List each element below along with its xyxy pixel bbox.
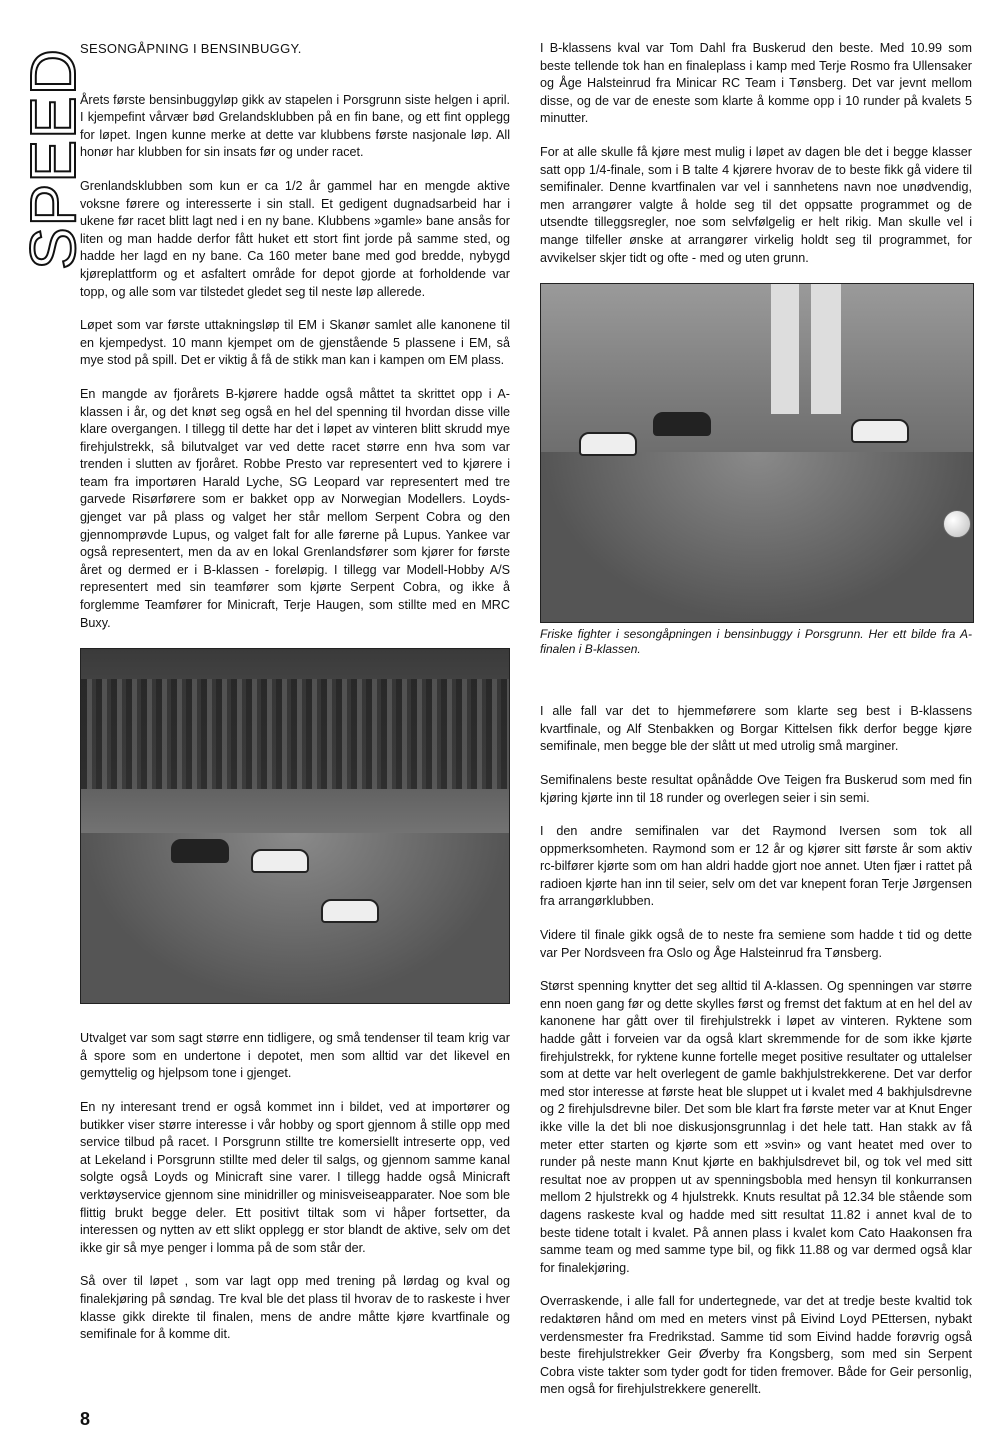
marshal-legs xyxy=(771,284,841,414)
paragraph: Overraskende, i alle fall for undertegnede, var det at tredje beste kvaltid tok redaktøren hånd om med en meters vinst på Eivind Loyd PEttersen, nybakt verdensmester fra Fredrikstad. Samme tid som Eivind hadde forøvrig også beste firehjulstrekker Geir Øverby fra Kongsberg, som med sin Serpent Cobra viste takter som tyder godt for tiden fremover. Både for Geir personlig, men også for firehjulstrekkere generellt. xyxy=(540,1294,972,1397)
left-column xyxy=(80,40,510,1360)
rc-car xyxy=(321,899,379,923)
paragraph: En ny interesant trend er også kommet inn i bildet, ved at importører og butikker viser større interesse i vår hobby og sport gjennom å stille opp med service tilbud på racet. I Porsgrunn stillte tre komersiellt intreserte opp, ved at Lekeland i Porsgrunn stillte med deler til salgs, og gjennom samme kanal solgte også Loyds og Minicraft sine varer. I tillegg hadde også Minicraft verktøyservice gjennom sine minidriller og minisveiseapparater. Noe som ble flittig brukt begge deler. Ett positivt tiltak som vi håper fortsetter, da interessen og nytten av ett slikt opplegg er stor blandt de aktive, selv om det ikke gir så mye penger i lomma på de som står der. xyxy=(80,1100,510,1255)
paragraph: Utvalget var som sagt større enn tidligere, og små tendenser til team krig var å spore som en undertone i depotet, men som alltid var det likevel en gemyttelig og hjelpsom tone i gjenget. xyxy=(80,1031,510,1081)
paragraph: I alle fall var det to hjemmeførere som klarte seg best i B-klassens kvartfinale, og Alf Stenbakken og Borgar Kittelsen fikk derfor begge kjøre semifinale, men begge ble der slått ut med utrolig små marginer. xyxy=(540,704,972,754)
rc-car xyxy=(251,849,309,873)
right-column xyxy=(540,40,972,1415)
spectators xyxy=(81,679,509,789)
rc-car xyxy=(171,839,229,863)
page-number: 8 xyxy=(80,1409,91,1429)
paragraph: En mangde av fjorårets B-kjørere hadde også måttet ta skrittet opp i A-klassen i år, og det knøt seg også en hel del spenning til hvordan disse ville klare overgangen. I tillegg til dette har det i løpet av vinteren blitt skrudd mye firehjulstrekk, så bilutvalget var ved dette racet større enn hva som var trenden i slutten av fjoråret. Robbe Presto var representert ved to kjørere i team fra importøren Harald Lyche, SG Leopard var representert med tre garvede Risørførere som er bakket opp av Norwegian Modellers. Loyds-gjenget var på plass og valget her står mellom Serpent Cobra og den gjennomprøvde Lupus, og valget falt for alle førerne på Lupus. Yankee var også representert, men da av en lokal Grenlandsfører som kjører for første året og dermed er i B-klassen - foreløpig. I tillegg var Modell-Hobby A/S representert med sin teamfører som kjørte Serpent Cobra, og ikke å forglemme Teamfører for Minicraft, Terje Haugen, som stillte med en MRC Buxy. xyxy=(80,386,510,630)
race-photo-right xyxy=(540,283,974,623)
photo-caption: Friske fighter i sesongåpningen i bensinbuggy i Porsgrunn. Her ett bilde fra A-finalen i B-klassen. xyxy=(540,627,972,657)
ball xyxy=(943,510,971,538)
rc-car xyxy=(653,412,711,436)
article-heading: SESONGÅPNING I BENSINBUGGY. xyxy=(80,41,302,56)
side-title: SPEED xyxy=(17,48,89,270)
paragraph: Størst spenning knytter det seg alltid til A-klassen. Og spenningen var større enn noen gang før og dette skylles først og fremst det faktum at en hel del av kanonene har gått over til firehjulstrekk i løpet av vinteren. Ryktene som hadde gått i forveien var da også klart skremmende for de som ikke kjørte firehjulstrekk, for ryktene kunne fortelle meget positive resultater og uttalelser som at dette var helt overlegent de gamle bakhjulstrekkerene. Det var derfor med stor interesse at første heat ble sluppet ut i kvalet med 4 bakhjulsdrevne og 2 firehjulsdrevne biler. Det som ble klart fra første meter var at Knut Enger ikke ville la det bli noe diskusjonsgrunnlag i det hele tatt. Han stakk av få meter etter starten og kjørte som ett »svin» og vant heatet med over to runder på neste mann Knut kjørte en bakhjulsdrevet bil, og tok vel med sitt resultat noe av proppen ut av spenningsbobla med hensyn til konkurransen mellom 2 hjulstrekk og 4 hjulstrekk. Knuts resultat på 12.34 ble stående som dagens raskeste kval og hadde med sitt resultat 11.82 i annet kval de to beste tidene totalt i kvalet. På annen plass i kvalet kom Cato Haakonsen fra samme team og med samme type bil, og fikk 11.88 og var dermed også klar for finalekjøring. xyxy=(540,979,972,1275)
race-photo-left xyxy=(80,648,510,1004)
paragraph: Årets første bensinbuggyløp gikk av stapelen i Porsgrunn siste helgen i april. I kjempefint vårvær bød Grelandsklubben på en fin bane, og ett fint opplegg for løpet. Ingen kunne merke at dette var klubbens første nasjonale løp. All honør har klubben for sin insats før og under racet. xyxy=(80,92,510,160)
paragraph: Videre til finale gikk også de to neste fra semiene som hadde t tid og dette var Per Nordsveen fra Oslo og Åge Halsteinrud fra Tønsberg. xyxy=(540,928,972,960)
paragraph: I B-klassens kval var Tom Dahl fra Buskerud den beste. Med 10.99 som beste tellende tok han en finaleplass i kamp med Terje Rosmo fra Ullensaker og Åge Halsteinrud fra Minicar RC Team i Tønsberg. Det var jevnt mellom disse, og de var de eneste som klarte å komme opp i 10 runder på kvalets 5 minutter. xyxy=(540,41,972,126)
paragraph: For at alle skulle få kjøre mest mulig i løpet av dagen ble det i begge klasser satt opp 1/4-finale, som i B talte 4 kjørere hvorav de to beste fikk gå videre til semifinaler. Denne kvartfinalen var vel i sannhetens navn noe unødvendig, men arrangører valgte å holde seg til det oppsatte programmet og de utsendte tilleggsregler, noe som selvfølgelig er helt rikig. Man skulle vel i mange tilfeller ønske at arrangører virkelig holdt seg til programmet, for avvikelser skjer tidt og ofte - med og uten grunn. xyxy=(540,144,972,265)
rc-car xyxy=(579,432,637,456)
track xyxy=(541,452,973,622)
paragraph: Semifinalens beste resultat opånådde Ove Teigen fra Buskerud som med fin kjøring kjørte inn til 18 runder og overlegen seier i sin semi. xyxy=(540,772,972,805)
paragraph: Løpet som var første uttakningsløp til EM i Skanør samlet alle kanonene til en kjempedyst. 10 mann kjempet om de gjenstående 5 plassene i EM, så mye stod på spill. Det er viktig å få de stikk man kan i kampen om EM plass. xyxy=(80,318,510,368)
paragraph: Så over til løpet , som var lagt opp med trening på lørdag og kval og finalekjøring på søndag. Tre kval ble det plass til hvorav de to raskeste i hver klasse gikk direkte til finalen, mens de andre måtte kjøre kvartfinale og semifinale for å komme dit. xyxy=(80,1274,510,1342)
paragraph: Grenlandsklubben som kun er ca 1/2 år gammel har en mengde aktive voksne førere og interesserte i sin stall. Et gedigent dugnadsarbeid har i ukene før racet blitt lagt ned i en ny bane. Klubbens »gamle» bane ansås for liten og man hadde derfor fått huket ett stort fint jorde på samme sted, og hadde her lagd en ny bane. Ca 160 meter bane med god bredde, nybygd kjøreplattform og et asfaltert område for depot gjorde at forholdende var topp, og alle som var tilstedet gledet seg til neste løp allerede. xyxy=(80,178,510,299)
paragraph: I den andre semifinalen var det Raymond Iversen som tok all oppmerksomheten. Raymond som er 12 år og kjører sitt første år som aktiv rc-bilfører kjørte som om han aldri hadde gjort noe annet. Uten fjær i rattet på radioen kjørte han inn til seier, selv om det var knepent foran Terje Jørgensen fra arrangørklubben. xyxy=(540,824,972,909)
rc-car xyxy=(851,419,909,443)
